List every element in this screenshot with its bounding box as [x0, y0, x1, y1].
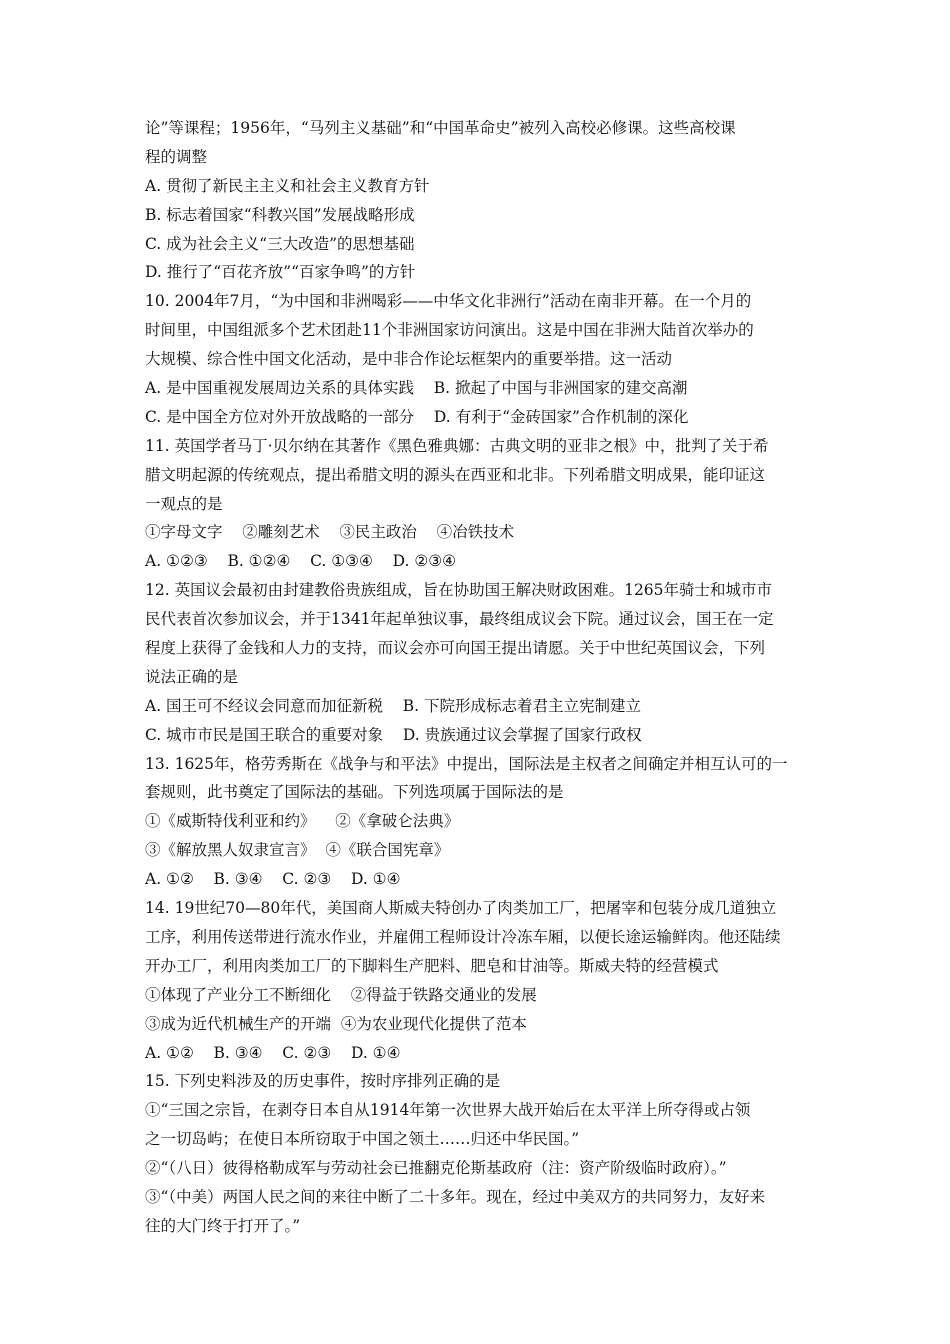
q11-items: ①字母文字 ②雕刻艺术 ③民主政治 ④冶铁技术 [145, 523, 515, 542]
q11-stem-line-3: 一观点的是 [145, 494, 223, 513]
q14-items-3-4: ③成为近代机械生产的开端 ④为农业现代化提供了范本 [145, 1014, 527, 1033]
q9-stem-line-1: 论”等课程；1956年，“马列主义基础”和“中国革命史”被列入高校必修课。这些高校课 [145, 119, 736, 137]
q15-source-2: ②“（八日）彼得格勒成军与劳动社会已推翻克伦斯基政府（注：资产阶级临时政府）。” [145, 1159, 727, 1178]
q13-items-3-4: ③《解放黑人奴隶宣言》 ④《联合国宪章》 [145, 841, 450, 860]
q10-stem-line-1: 10. 2004年7月，“为中国和非洲喝彩——中华文化非洲行”活动在南非开幕。在一个月的 [145, 292, 752, 311]
q13-stem-line-2: 套规则，此书奠定了国际法的基础。下列选项属于国际法的是 [145, 783, 564, 802]
q12-stem-line-4: 说法正确的是 [145, 667, 239, 686]
q9-option-d: D. 推行了“百花齐放”“百家争鸣”的方针 [145, 263, 416, 282]
q13-items-1-2: ①《威斯特伐利亚和约》 ②《拿破仑法典》 [145, 812, 460, 831]
q14-stem-line-3: 开办工厂，利用肉类加工厂的下脚料生产肥料、肥皂和甘油等。斯威夫特的经营模式 [145, 956, 719, 975]
q12-options-ab: A. 国王可不经议会同意而加征新税 B. 下院形成标志着君主立宪制建立 [145, 696, 642, 715]
exam-page-text [145, 114, 825, 1241]
q14-items-1-2: ①体现了产业分工不断细化 ②得益于铁路交通业的发展 [145, 985, 537, 1004]
q15-source-1-line-2: 之一切岛屿；在使日本所窃取于中国之领土……归还中华民国。” [145, 1130, 580, 1149]
q12-options-cd: C. 城市市民是国王联合的重要对象 D. 贵族通过议会掌握了国家行政权 [145, 725, 642, 744]
q11-options: A. ①②③ B. ①②④ C. ①③④ D. ②③④ [145, 552, 457, 571]
q15-source-1-line-1: ①“三国之宗旨，在剥夺日本自从1914年第一次世界大战开始后在太平洋上所夺得或占领 [145, 1101, 751, 1120]
q12-stem-line-2: 民代表首次参加议会，并于1341年起单独议事，最终组成议会下院。通过议会，国王在一定 [145, 610, 774, 629]
q9-option-c: C. 成为社会主义“三大改造”的思想基础 [145, 234, 415, 253]
q10-stem-line-2: 时间里，中国组派多个艺术团赴11个非洲国家访问演出。这是中国在非洲大陆首次举办的 [145, 321, 754, 340]
q14-stem-line-2: 工序，利用传送带进行流水作业，并雇佣工程师设计冷冻车厢，以便长途运输鲜肉。他还陆续 [145, 927, 781, 946]
q9-stem-line-2: 程的调整 [145, 147, 208, 166]
q13-stem-line-1: 13. 1625年，格劳秀斯在《战争与和平法》中提出，国际法是主权者之间确定并相互认可的一 [145, 754, 788, 773]
q9-option-b: B. 标志着国家“科教兴国”发展战略形成 [145, 205, 415, 224]
q10-options-ab: A. 是中国重视发展周边关系的具体实践 B. 掀起了中国与非洲国家的建交高潮 [145, 379, 688, 398]
q15-stem: 15. 下列史料涉及的历史事件，按时序排列正确的是 [145, 1072, 501, 1091]
q12-stem-line-3: 程度上获得了金钱和人力的支持，而议会亦可向国王提出请愿。关于中世纪英国议会，下列 [145, 639, 766, 658]
q14-stem-line-1: 14. 19世纪70—80年代，美国商人斯威夫特创办了肉类加工厂，把屠宰和包装分成几道独立 [145, 899, 777, 918]
q9-option-a: A. 贯彻了新民主主义和社会主义教育方针 [145, 176, 430, 195]
q14-options: A. ①② B. ③④ C. ②③ D. ①④ [145, 1043, 401, 1062]
q11-stem-line-2: 腊文明起源的传统观点，提出希腊文明的源头在西亚和北非。下列希腊文明成果，能印证这 [145, 465, 766, 484]
q10-options-cd: C. 是中国全方位对外开放战略的一部分 D. 有利于“金砖国家”合作机制的深化 [145, 407, 689, 426]
q10-stem-line-3: 大规模、综合性中国文化活动，是中非合作论坛框架内的重要举措。这一活动 [145, 350, 673, 369]
q15-source-3-line-2: 往的大门终于打开了。” [145, 1216, 301, 1235]
q13-options: A. ①② B. ③④ C. ②③ D. ①④ [145, 870, 401, 889]
q15-source-3-line-1: ③“（中美）两国人民之间的来往中断了二十多年。现在，经过中美双方的共同努力，友好来 [145, 1187, 766, 1206]
q11-stem-line-1: 11. 英国学者马丁·贝尔纳在其著作《黑色雅典娜：古典文明的亚非之根》中，批判了关于希 [145, 436, 769, 455]
q12-stem-line-1: 12. 英国议会最初由封建教俗贵族组成，旨在协助国王解决财政困难。1265年骑士和城市市 [145, 581, 773, 600]
